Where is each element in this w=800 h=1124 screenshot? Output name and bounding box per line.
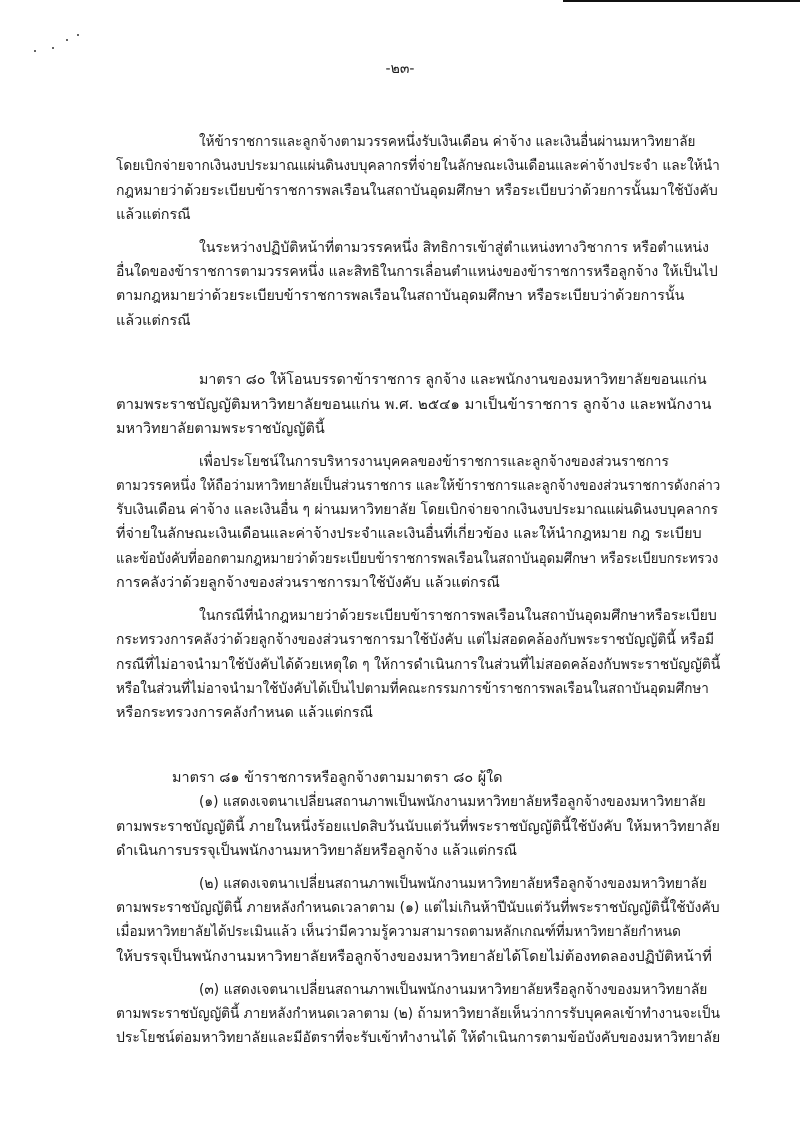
text-line: (๑) แสดงเจตนาเปลี่ยนสถานภาพเป็นพนักงานมหาวิทยาลัยหรือลูกจ้างของมหาวิทยาลัย (199, 794, 706, 810)
text-line: กระทรวงการคลังว่าด้วยลูกจ้างของส่วนราชการมาใช้บังคับ แต่ไม่สอดคล้องกับพระราชบัญญัตินี้ หรือมี (116, 632, 715, 648)
text-line: แล้วแต่กรณี (116, 207, 191, 223)
text-line: มาตรา ๘๐ ให้โอนบรรดาข้าราชการ ลูกจ้าง และพนักงานของมหาวิทยาลัยขอนแก่น (199, 372, 707, 388)
text-line: ให้บรรจุเป็นพนักงานมหาวิทยาลัยหรือลูกจ้างของมหาวิทยาลัยได้โดยไม่ต้องทดลองปฏิบัติหน้าที่ (116, 949, 712, 965)
text-line: กฎหมายว่าด้วยระเบียบข้าราชการพลเรือนในสถาบันอุดมศึกษา หรือระเบียบว่าด้วยการนั้นมาใช้บังคับ (116, 183, 718, 199)
text-line: มหาวิทยาลัยตามพระราชบัญญัตินี้ (116, 421, 325, 437)
text-line: ตามพระราชบัญญัตินี้ ภายในหนึ่งร้อยแปดสิบวันนับแต่วันที่พระราชบัญญัตินี้ใช้บังคับ ให้มหาวิทยาลัย (116, 819, 720, 835)
page-number: -๒๓- (385, 61, 415, 77)
text-line: ตามพระราชบัญญัติมหาวิทยาลัยขอนแก่น พ.ศ. ๒๕๔๑ มาเป็นข้าราชการ ลูกจ้าง และพนักงาน (116, 397, 712, 413)
text-line: หรือในส่วนที่ไม่อาจนำมาใช้บังคับได้เป็นไปตามที่คณะกรรมการข้าราชการพลเรือนในสถาบันอุดมศึกษา (116, 681, 709, 697)
text-line: (๓) แสดงเจตนาเปลี่ยนสถานภาพเป็นพนักงานมหาวิทยาลัยหรือลูกจ้างของมหาวิทยาลัย (199, 982, 708, 998)
text-line: การคลังว่าด้วยลูกจ้างของส่วนราชการมาใช้บังคับ แล้วแต่กรณี (116, 575, 500, 591)
text-line: ในกรณีที่นำกฎหมายว่าด้วยระเบียบข้าราชการพลเรือนในสถาบันอุดมศึกษาหรือระเบียบ (199, 608, 717, 624)
text-line: อื่นใดของข้าราชการตามวรรคหนึ่ง และสิทธิในการเลื่อนตำแหน่งของข้าราชการหรือลูกจ้าง ให้เป็นไป (116, 264, 718, 280)
scan-specks (30, 30, 90, 60)
text-line: ตามกฎหมายว่าด้วยระเบียบข้าราชการพลเรือนในสถาบันอุดมศึกษา หรือระเบียบว่าด้วยการนั้น (116, 288, 685, 304)
scan-edge-line (563, 0, 800, 2)
text-line: และข้อบังคับที่ออกตามกฎหมายว่าด้วยระเบียบข้าราชการพลเรือนในสถาบันอุดมศึกษา หรือระเบียบกระทรวง (116, 551, 719, 567)
text-line: ในระหว่างปฏิบัติหน้าที่ตามวรรคหนึ่ง สิทธิการเข้าสู่ตำแหน่งทางวิชาการ หรือตำแหน่ง (199, 240, 709, 256)
text-line: รับเงินเดือน ค่าจ้าง และเงินอื่น ๆ ผ่านมหาวิทยาลัย โดยเบิกจ่ายจากเงินงบประมาณแผ่นดินงบบุคลากร (116, 502, 718, 518)
text-line: (๒) แสดงเจตนาเปลี่ยนสถานภาพเป็นพนักงานมหาวิทยาลัยหรือลูกจ้างของมหาวิทยาลัย (199, 876, 708, 892)
text-line: โดยเบิกจ่ายจากเงินงบประมาณแผ่นดินงบบุคลากรที่จ่ายในลักษณะเงินเดือนและค่าจ้างประจำ และให้นำ (116, 158, 720, 174)
text-line: ตามพระราชบัญญัตินี้ ภายหลังกำหนดเวลาตาม (๑) แต่ไม่เกินห้าปีนับแต่วันที่พระราชบัญญัตินี้ใช้บังคับ (116, 900, 720, 916)
text-line: ที่จ่ายในลักษณะเงินเดือนและค่าจ้างประจำและเงินอื่นที่เกี่ยวข้อง และให้นำกฎหมาย กฎ ระเบียบ (116, 526, 702, 542)
text-line: ให้ข้าราชการและลูกจ้างตามวรรคหนึ่งรับเงินเดือน ค่าจ้าง และเงินอื่นผ่านมหาวิทยาลัย (199, 134, 696, 150)
text-line: มาตรา ๘๑ ข้าราชการหรือลูกจ้างตามมาตรา ๘๐ ผู้ใด (172, 770, 503, 786)
text-line: ดำเนินการบรรจุเป็นพนักงานมหาวิทยาลัยหรือลูกจ้าง แล้วแต่กรณี (116, 843, 517, 859)
text-line: ตามพระราชบัญญัตินี้ ภายหลังกำหนดเวลาตาม (๒) ถ้ามหาวิทยาลัยเห็นว่าการรับบุคคลเข้าทำงานจะเป็น (116, 1006, 720, 1022)
text-line: ตามวรรคหนึ่ง ให้ถือว่ามหาวิทยาลัยเป็นส่วนราชการ และให้ข้าราชการและลูกจ้างของส่วนราชการดังกล่าว (116, 478, 721, 494)
text-line: ประโยชน์ต่อมหาวิทยาลัยและมีอัตราที่จะรับเข้าทำงานได้ ให้ดำเนินการตามข้อบังคับของมหาวิทยาลัย (116, 1030, 721, 1046)
text-line: หรือกระทรวงการคลังกำหนด แล้วแต่กรณี (116, 705, 373, 721)
text-line: เพื่อประโยชน์ในการบริหารงานบุคคลของข้าราชการและลูกจ้างของส่วนราชการ (199, 454, 669, 470)
text-line: กรณีที่ไม่อาจนำมาใช้บังคับได้ด้วยเหตุใด ๆ ให้การดำเนินการในส่วนที่ไม่สอดคล้องกับพระราชบัญญัตินี้ (116, 657, 721, 673)
text-line: เมื่อมหาวิทยาลัยได้ประเมินแล้ว เห็นว่ามีความรู้ความสามารถตามหลักเกณฑ์ที่มหาวิทยาลัยกำหนด (116, 924, 681, 940)
text-line: แล้วแต่กรณี (116, 313, 191, 329)
